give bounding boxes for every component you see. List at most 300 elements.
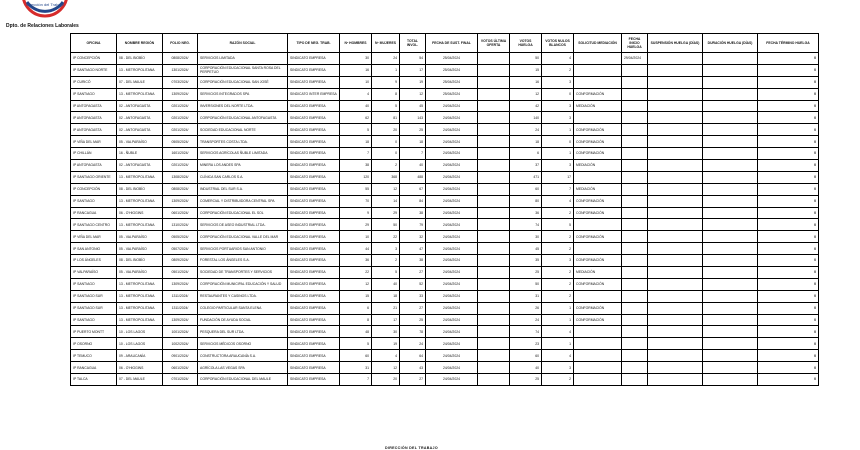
table-cell <box>574 338 622 350</box>
table-cell <box>622 255 648 267</box>
table-cell <box>574 112 622 124</box>
table-cell <box>648 183 703 195</box>
table-cell <box>703 195 758 207</box>
table-cell: 18 <box>372 290 400 302</box>
table-cell <box>648 338 703 350</box>
table-cell: 13 - METROPOLITANA <box>117 290 163 302</box>
table-cell: IP TALCA <box>71 374 117 386</box>
table-cell: 52 <box>400 278 426 290</box>
table-cell: 10 - LOS LAGOS <box>117 338 163 350</box>
table-cell: 47 <box>400 243 426 255</box>
table-cell: 24/04/2024 <box>426 374 478 386</box>
table-cell: PESQUERA DEL SUR LTDA. <box>198 326 288 338</box>
table-cell: CONFORMACIÓN <box>574 314 622 326</box>
table-cell: IP OSORNO <box>71 338 117 350</box>
table-cell: RESTAURANTES Y CASINOS LTDA. <box>198 290 288 302</box>
table-row <box>71 183 819 195</box>
table-cell: SERVICIOS LIMITADA <box>198 53 288 65</box>
table-cell: SINDICATO EMPRESA <box>288 362 340 374</box>
table-cell: 1309/2024/ <box>163 88 198 100</box>
table-cell <box>478 338 510 350</box>
table-cell <box>648 326 703 338</box>
table-cell <box>478 171 510 183</box>
table-cell <box>703 231 758 243</box>
table-cell: CLÍNICA SAN CARLOS S.A. <box>198 171 288 183</box>
table-row <box>71 374 819 386</box>
table-cell: 6 <box>510 148 542 160</box>
table-cell: IP PUERTO MONTT <box>71 326 117 338</box>
table-cell <box>622 195 648 207</box>
table-row <box>71 53 819 65</box>
table-cell: 17 <box>372 314 400 326</box>
table-cell: 44 <box>340 243 372 255</box>
table-cell: 0 <box>758 231 819 243</box>
table-cell: 0 <box>758 195 819 207</box>
table-cell: 0507/2024/ <box>163 243 198 255</box>
table-cell: 42 <box>510 100 542 112</box>
table-cell: 0201/2024/ <box>163 124 198 136</box>
table-cell: 8 <box>340 314 372 326</box>
table-cell: CONFORMACIÓN <box>574 148 622 160</box>
table-cell: 0 <box>758 302 819 314</box>
table-cell: SINDICATO INTER EMPRESA <box>288 88 340 100</box>
column-header: FECHA TÉRMINO HUELGA <box>758 34 819 53</box>
column-header: FECHA DE SUST. FINAL <box>426 34 478 53</box>
table-cell <box>703 219 758 231</box>
table-cell: 08 - DEL BIOBÍO <box>117 183 163 195</box>
table-cell: 26 <box>510 302 542 314</box>
table-cell <box>622 171 648 183</box>
table-cell: 0 <box>758 53 819 65</box>
table-cell <box>622 183 648 195</box>
column-header: Nº MUJERES <box>372 34 400 53</box>
table-cell: IP ANTOFAGASTA <box>71 124 117 136</box>
table-cell <box>648 171 703 183</box>
table-cell <box>703 338 758 350</box>
table-cell: 0 <box>758 314 819 326</box>
table-cell <box>703 88 758 100</box>
table-cell: 0 <box>758 267 819 279</box>
table-cell: 05 - VALPARAÍSO <box>117 136 163 148</box>
table-cell: 3 <box>542 362 574 374</box>
table-row <box>71 136 819 148</box>
table-cell: 15 <box>340 290 372 302</box>
column-header: SOLICITUD MEDIACIÓN <box>574 34 622 53</box>
table-cell: CONFORMACIÓN <box>574 195 622 207</box>
table-cell: 07 - DEL MAULE <box>117 76 163 88</box>
table-cell <box>478 231 510 243</box>
table-cell <box>622 243 648 255</box>
table-cell: 38 <box>400 207 426 219</box>
table-cell: 1309/2024/ <box>163 314 198 326</box>
table-cell <box>648 136 703 148</box>
table-cell: 0 <box>542 88 574 100</box>
table-cell: 0703/2024/ <box>163 76 198 88</box>
table-cell <box>574 374 622 386</box>
table-cell: 1 <box>542 302 574 314</box>
table-cell: SINDICATO EMPRESA <box>288 290 340 302</box>
table-cell: 37 <box>510 160 542 172</box>
table-cell: IP SANTIAGO SUR <box>71 302 117 314</box>
table-cell: 67 <box>400 183 426 195</box>
table-cell <box>703 148 758 160</box>
table-cell: 488 <box>400 171 426 183</box>
table-cell: 5 <box>372 267 400 279</box>
table-cell: 25 <box>400 124 426 136</box>
table-cell <box>648 112 703 124</box>
table-cell: 0201/2024/ <box>163 100 198 112</box>
table-cell: 0 <box>758 148 819 160</box>
table-cell <box>622 136 648 148</box>
table-cell <box>703 302 758 314</box>
table-row <box>71 326 819 338</box>
table-cell <box>703 171 758 183</box>
table-cell: 38 <box>400 255 426 267</box>
column-header: RAZÓN SOCIAL <box>198 34 288 53</box>
table-cell: MEDIACIÓN <box>574 160 622 172</box>
table-cell <box>478 350 510 362</box>
table-cell: 24 <box>372 53 400 65</box>
table-cell: 7 <box>340 374 372 386</box>
table-cell <box>703 255 758 267</box>
table-cell: SOCIEDAD DE TRANSPORTES Y SERVICIOS <box>198 267 288 279</box>
table-cell: 05 - VALPARAÍSO <box>117 243 163 255</box>
table-cell: 31 <box>340 362 372 374</box>
table-cell: 24/04/2024 <box>426 362 478 374</box>
table-cell <box>703 124 758 136</box>
table-cell <box>478 148 510 160</box>
table-cell: 143 <box>400 112 426 124</box>
table-cell: CONFORMACIÓN <box>574 231 622 243</box>
table-cell: SINDICATO EMPRESA <box>288 207 340 219</box>
table-cell <box>574 171 622 183</box>
table-cell: IP SANTIAGO <box>71 88 117 100</box>
table-cell: 2 <box>542 290 574 302</box>
table-cell: 2 <box>542 207 574 219</box>
table-cell: 6 <box>340 302 372 314</box>
table-cell: 24/04/2024 <box>426 267 478 279</box>
table-cell: 3 <box>542 255 574 267</box>
table-cell: 32 <box>400 231 426 243</box>
table-cell: INVERSIONES DEL NORTE LTDA. <box>198 100 288 112</box>
table-cell <box>478 64 510 76</box>
table-row <box>71 362 819 374</box>
table-cell: 62 <box>340 112 372 124</box>
table-cell: 24/04/2024 <box>426 338 478 350</box>
table-cell: IP SANTIAGO ORIENTE <box>71 171 117 183</box>
table-cell: 25/04/2024 <box>426 64 478 76</box>
table-cell <box>622 100 648 112</box>
logo-caption: Dirección del Trabajo <box>26 2 64 7</box>
table-cell <box>703 350 758 362</box>
table-cell: 81 <box>372 112 400 124</box>
table-cell: 29/04/2024 <box>622 53 648 65</box>
table-cell: IP SAN ANTONIO <box>71 243 117 255</box>
table-cell <box>622 112 648 124</box>
table-cell <box>703 53 758 65</box>
table-cell: 24/04/2024 <box>426 112 478 124</box>
table-cell <box>622 219 648 231</box>
table-cell <box>703 64 758 76</box>
table-cell: CONFORMACIÓN <box>574 278 622 290</box>
table-cell: SINDICATO EMPRESA <box>288 231 340 243</box>
table-cell: 13 - METROPOLITANA <box>117 302 163 314</box>
table-cell <box>478 53 510 65</box>
table-cell: IP CONCEPCIÓN <box>71 53 117 65</box>
table-cell <box>574 219 622 231</box>
table-cell: 3 <box>542 76 574 88</box>
direccion-del-trabajo-logo <box>22 0 68 18</box>
table-cell: 1 <box>372 64 400 76</box>
table-cell <box>478 302 510 314</box>
table-cell: 30 <box>510 231 542 243</box>
table-cell: 1 <box>542 124 574 136</box>
table-cell <box>622 326 648 338</box>
table-cell: 08 - DEL BIOBÍO <box>117 53 163 65</box>
table-cell: 06 - O'HIGGINS <box>117 207 163 219</box>
table-cell: 12 <box>372 183 400 195</box>
table-cell <box>574 64 622 76</box>
table-cell: 78 <box>400 326 426 338</box>
table-cell: 24/04/2024 <box>426 278 478 290</box>
table-cell: SINDICATO EMPRESA <box>288 314 340 326</box>
table-cell: SINDICATO EMPRESA <box>288 302 340 314</box>
table-cell: 13 - METROPOLITANA <box>117 314 163 326</box>
table-cell <box>648 278 703 290</box>
table-cell <box>703 112 758 124</box>
table-cell: 18 <box>400 136 426 148</box>
table-cell: 21 <box>372 302 400 314</box>
table-cell: 0 <box>372 136 400 148</box>
table-cell: 24/04/2024 <box>426 207 478 219</box>
table-cell: 24/04/2024 <box>426 171 478 183</box>
table-cell: IP CHILLÁN <box>71 148 117 160</box>
table-cell <box>574 243 622 255</box>
table-cell: 5 <box>542 219 574 231</box>
table-cell: 08 - DEL BIOBÍO <box>117 255 163 267</box>
table-cell: IP ANTOFAGASTA <box>71 100 117 112</box>
table-cell: 0501/2024/ <box>163 267 198 279</box>
table-cell: 70 <box>340 195 372 207</box>
table-row <box>71 243 819 255</box>
table-cell: IP ANTOFAGASTA <box>71 160 117 172</box>
table-cell <box>648 53 703 65</box>
table-cell: 0 <box>758 112 819 124</box>
table-cell: CONFORMACIÓN <box>574 302 622 314</box>
table-cell: 50 <box>372 219 400 231</box>
table-cell: INDUSTRIAL DEL SUR S.A. <box>198 183 288 195</box>
table-cell: 45 <box>510 243 542 255</box>
table-cell: 10 <box>340 76 372 88</box>
table-cell: 48 <box>340 326 372 338</box>
table-cell: SERVICIOS PORTUARIOS SAN ANTONIO <box>198 243 288 255</box>
table-cell: 25 <box>400 314 426 326</box>
table-cell <box>622 314 648 326</box>
table-cell <box>574 53 622 65</box>
table-cell: 16 - ÑUBLE <box>117 148 163 160</box>
table-cell: IP VIÑA DEL MAR <box>71 231 117 243</box>
table-cell <box>703 160 758 172</box>
table-cell: IP TEMUCO <box>71 350 117 362</box>
table-cell: 14 <box>372 195 400 207</box>
table-cell <box>648 243 703 255</box>
table-cell: 09 - ARAUCANÍA <box>117 350 163 362</box>
table-cell <box>703 362 758 374</box>
table-row <box>71 160 819 172</box>
table-cell: 1311/2024/ <box>163 290 198 302</box>
table-body <box>71 53 819 386</box>
table-cell: 18 <box>510 136 542 148</box>
table-cell: 24 <box>400 338 426 350</box>
table-cell: 24/04/2024 <box>426 302 478 314</box>
table-row <box>71 64 819 76</box>
table-cell: IP VALPARAÍSO <box>71 267 117 279</box>
table-cell: 30 <box>372 326 400 338</box>
table-cell: 5 <box>372 100 400 112</box>
table-cell: 2 <box>542 243 574 255</box>
table-cell: 2 <box>542 267 574 279</box>
table-cell: 2 <box>542 231 574 243</box>
table-cell <box>648 267 703 279</box>
table-cell: SERVICIOS INTEGRADOS SPA <box>198 88 288 100</box>
table-cell: 2 <box>542 374 574 386</box>
table-cell: 19 <box>400 76 426 88</box>
table-cell: 0 <box>542 136 574 148</box>
table-cell: 60 <box>510 183 542 195</box>
column-header: VOTOS ÚLTIMA OFERTA <box>478 34 510 53</box>
table-cell: 7 <box>340 148 372 160</box>
table-cell: 0 <box>758 124 819 136</box>
table-cell: 2 <box>542 64 574 76</box>
table-row <box>71 278 819 290</box>
column-header: Nº HOMBRES <box>340 34 372 53</box>
table-row <box>71 112 819 124</box>
table-row <box>71 124 819 136</box>
table-cell: SINDICATO EMPRESA <box>288 112 340 124</box>
table-cell: 4 <box>542 53 574 65</box>
table-cell <box>622 350 648 362</box>
table-row <box>71 219 819 231</box>
table-cell <box>622 64 648 76</box>
table-cell <box>703 278 758 290</box>
column-header: TIPO DE NEG. TRAB. <box>288 34 340 53</box>
table-cell: 5 <box>340 124 372 136</box>
column-header: VOTOS HUELGA <box>510 34 542 53</box>
table-cell: 10 - LOS LAGOS <box>117 326 163 338</box>
table-header-row <box>71 34 819 53</box>
table-cell <box>478 207 510 219</box>
table-cell: 1301/2024/ <box>163 64 198 76</box>
table-cell <box>703 267 758 279</box>
table-cell: 24/04/2024 <box>426 314 478 326</box>
table-cell: 05 - VALPARAÍSO <box>117 231 163 243</box>
table-cell: IP CONCEPCIÓN <box>71 183 117 195</box>
table-cell: 3 <box>542 160 574 172</box>
table-cell: IP SANTIAGO <box>71 314 117 326</box>
table-cell: 0 <box>758 207 819 219</box>
table-cell: 0 <box>758 362 819 374</box>
table-cell: 1 <box>542 148 574 160</box>
table-cell: 36 <box>510 207 542 219</box>
table-cell: 74 <box>510 219 542 231</box>
table-cell <box>478 76 510 88</box>
table-cell: 35 <box>510 255 542 267</box>
table-cell: 50 <box>510 278 542 290</box>
table-cell: MINERA LOS ANDES SPA <box>198 160 288 172</box>
table-cell: IP SANTIAGO <box>71 278 117 290</box>
table-cell <box>703 314 758 326</box>
table-cell <box>478 374 510 386</box>
table-cell: 0505/2024/ <box>163 136 198 148</box>
table-cell: 0 <box>758 290 819 302</box>
table-cell <box>703 374 758 386</box>
table-cell: 25 <box>510 267 542 279</box>
column-header: OFICINA <box>71 34 117 53</box>
table-cell <box>478 136 510 148</box>
table-cell: 43 <box>400 362 426 374</box>
table-cell: 33 <box>400 290 426 302</box>
table-cell: 0 <box>758 76 819 88</box>
table-cell: 8 <box>372 88 400 100</box>
table-cell: 79 <box>400 219 426 231</box>
table-cell: 2 <box>372 160 400 172</box>
column-header: DURACIÓN HUELGA (DÍAS) <box>703 34 758 53</box>
table-cell: 64 <box>400 350 426 362</box>
table-cell: 50 <box>510 53 542 65</box>
table-cell: 4 <box>542 326 574 338</box>
table-cell: 45 <box>400 100 426 112</box>
table-cell: 07 - DEL MAULE <box>117 374 163 386</box>
table-cell <box>648 314 703 326</box>
table-cell: 1601/2024/ <box>163 148 198 160</box>
table-cell: SINDICATO EMPRESA <box>288 100 340 112</box>
table-cell: IP RANCAGUA <box>71 362 117 374</box>
table-cell: 05 - VALPARAÍSO <box>117 267 163 279</box>
table-cell <box>574 290 622 302</box>
table-cell: 1310/2024/ <box>163 219 198 231</box>
table-cell: 0 <box>758 183 819 195</box>
table-cell: 24/04/2024 <box>426 219 478 231</box>
table-cell: 13 - METROPOLITANA <box>117 278 163 290</box>
table-cell: 24/04/2024 <box>426 148 478 160</box>
table-cell: IP SANTIAGO SUR <box>71 290 117 302</box>
table-cell: CONFORMACIÓN <box>574 255 622 267</box>
table-cell: CORPORACIÓN EDUCACIONAL VALLE DEL MAR <box>198 231 288 243</box>
table-cell: IP VIÑA DEL MAR <box>71 136 117 148</box>
table-row <box>71 195 819 207</box>
table-cell <box>622 76 648 88</box>
table-cell: 19 <box>372 338 400 350</box>
table-cell: 06 - O'HIGGINS <box>117 362 163 374</box>
table-cell <box>574 362 622 374</box>
department-label: Dpto. de Relaciones Laborales <box>6 23 79 29</box>
table-cell: 0 <box>758 338 819 350</box>
table-cell: 0808/2024/ <box>163 53 198 65</box>
table-row <box>71 231 819 243</box>
table-cell: IP LOS ÁNGELES <box>71 255 117 267</box>
table-cell: 25 <box>510 374 542 386</box>
table-cell <box>648 219 703 231</box>
table-cell: 22 <box>372 231 400 243</box>
table-cell: 1309/2024/ <box>163 278 198 290</box>
table-cell <box>622 124 648 136</box>
table-cell: 24/04/2024 <box>426 195 478 207</box>
table-cell: SINDICATO EMPRESA <box>288 267 340 279</box>
table-cell: 0201/2024/ <box>163 160 198 172</box>
table-cell <box>478 88 510 100</box>
table-cell: 40 <box>400 160 426 172</box>
table-cell: 24 <box>510 314 542 326</box>
